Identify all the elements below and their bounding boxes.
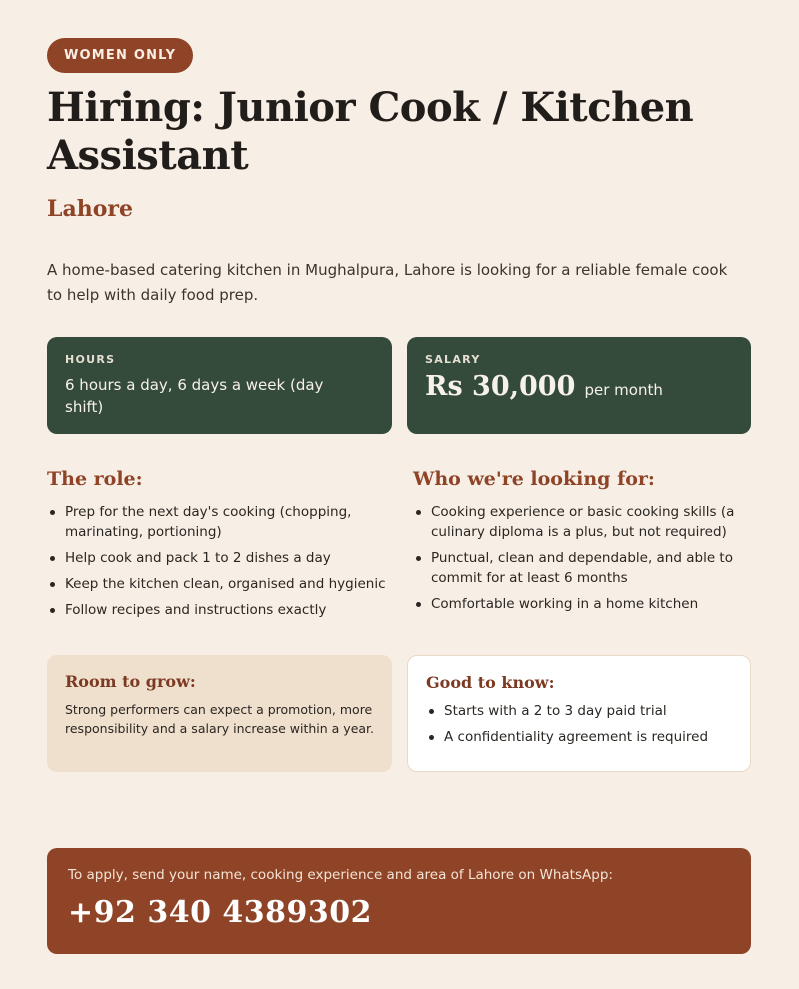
salary-row: [425, 371, 663, 402]
list-item: A confidentiality agreement is required: [426, 727, 746, 747]
intro-paragraph: A home-based catering kitchen in Mughalpura, Lahore is looking for a reliable female cook to help with daily food prep.: [47, 261, 728, 304]
list-item: Starts with a 2 to 3 day paid trial: [426, 701, 746, 721]
who-heading: Who we're looking for:: [413, 468, 655, 490]
who-list: [413, 502, 758, 620]
apply-banner: [47, 848, 751, 954]
list-item: Keep the kitchen clean, organised and hygienic: [47, 574, 397, 594]
grow-heading: Room to grow:: [65, 672, 196, 691]
hours-label: HOURS: [65, 353, 116, 366]
salary-card: [407, 337, 751, 434]
good-to-know-card: [407, 655, 751, 772]
list-item: Punctual, clean and dependable, and able to commit for at least 6 months: [413, 548, 758, 588]
list-item: Prep for the next day's cooking (chopping, marinating, portioning): [47, 502, 397, 542]
page-title: Hiring: Junior Cook / Kitchen Assistant: [47, 84, 694, 179]
whatsapp-phone-number[interactable]: +92 340 4389302: [68, 895, 373, 930]
hours-card: [47, 337, 392, 434]
women-only-badge: WOMEN ONLY: [47, 38, 193, 73]
salary-label: SALARY: [425, 353, 481, 366]
city-label: Lahore: [47, 196, 133, 222]
role-list: [47, 502, 397, 626]
salary-unit: per month: [584, 381, 663, 399]
apply-instructions: To apply, send your name, cooking experience and area of Lahore on WhatsApp:: [68, 867, 613, 883]
know-heading: Good to know:: [426, 673, 555, 692]
list-item: Cooking experience or basic cooking skills (a culinary diploma is a plus, but not required): [413, 502, 758, 542]
role-heading: The role:: [47, 468, 143, 490]
hours-value: 6 hours a day, 6 days a week (day shift): [65, 376, 324, 416]
list-item: Comfortable working in a home kitchen: [413, 594, 758, 614]
grow-text: Strong performers can expect a promotion, more responsibility and a salary increase within a year.: [65, 702, 375, 736]
salary-amount: Rs 30,000: [425, 371, 576, 402]
list-item: Help cook and pack 1 to 2 dishes a day: [47, 548, 397, 568]
know-list: [426, 701, 746, 753]
room-to-grow-card: [47, 655, 392, 772]
list-item: Follow recipes and instructions exactly: [47, 600, 397, 620]
